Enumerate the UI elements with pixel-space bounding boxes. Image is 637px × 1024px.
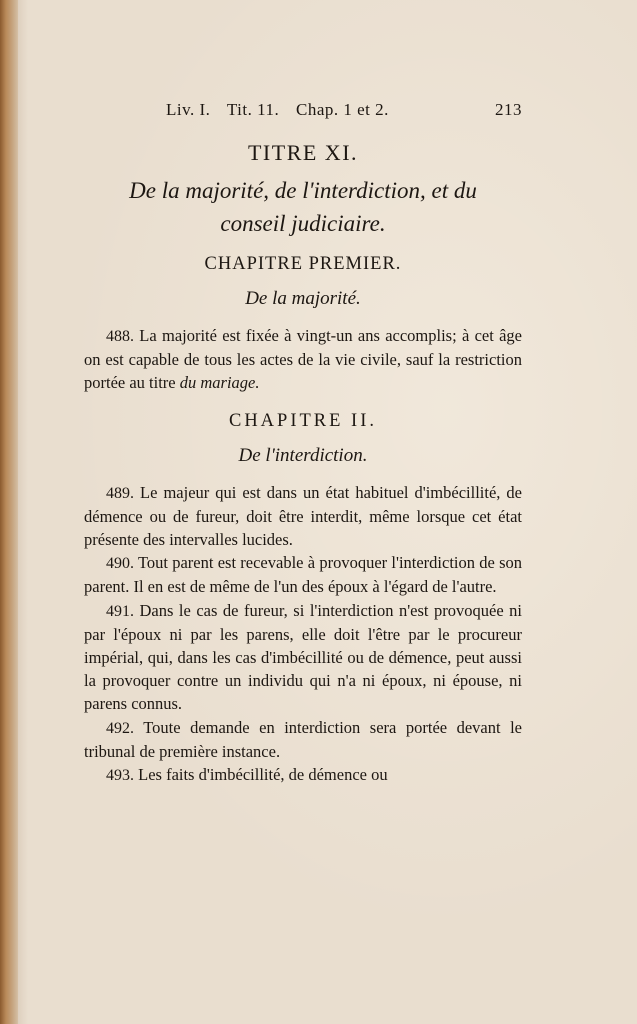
page-spine-shadow <box>0 0 18 1024</box>
running-head-livre: Liv. I. <box>166 100 211 119</box>
article-491 <box>84 599 522 716</box>
running-head <box>166 100 522 120</box>
article-number: 492. <box>106 719 134 737</box>
article-489 <box>84 481 522 552</box>
article-number: 489. <box>106 484 134 502</box>
article-490 <box>84 551 522 598</box>
chapter2-subtitle: De l'interdiction. <box>238 444 368 466</box>
article-number: 488. <box>106 328 134 345</box>
chapter2-heading: CHAPITRE II. <box>228 410 378 431</box>
title-subtitle-line2: conseil judiciaire. <box>220 211 386 236</box>
running-head-sections <box>166 100 401 120</box>
title-label: TITRE XI. <box>247 140 359 165</box>
article-text: Le majeur qui est dans un état habituel d'imbécillité, de démence ou de fureur, doit être interdit, même lorsque cet état présente des intervalles lucides. <box>84 482 523 550</box>
article-text: Tout parent est recevable à provoquer l'interdiction de son parent. Il en est de même de l'un des époux à l'égard de l'autre. <box>84 553 523 597</box>
article-493 <box>84 763 522 787</box>
article-text: Toute demande en interdiction sera portée devant le tribunal de première instance. <box>84 717 523 761</box>
article-text: Dans le cas de fureur, si l'interdiction n'est provoquée ni par l'époux ni par les parens, elle doit l'être par le procureur impérial, qui, dans les cas d'imbécillité ou de démence, peut aussi la provoquer contre un individu qui n'a ni époux, ni épouse, ni parens connus. <box>84 600 522 714</box>
chapter1-heading: CHAPITRE PREMIER. <box>204 254 402 274</box>
article-number: 491. <box>106 602 134 620</box>
article-text: Les faits d'imbécillité, de démence ou <box>138 765 388 785</box>
article-text-italic: du mariage. <box>179 373 260 393</box>
running-head-chapitre: Chap. 1 et 2. <box>295 100 389 119</box>
article-number: 490. <box>106 555 134 573</box>
page-number: 213 <box>495 100 522 119</box>
title-subtitle-line1: De la majorité, de l'interdiction, et du <box>129 178 477 203</box>
article-text: La majorité est fixée à vingt-un ans accomplis; à cet âge on est capable de tous les actes de la vie civile, sauf la restriction portée au titre <box>84 326 522 393</box>
running-head-titre: Tit. 11. <box>226 100 280 119</box>
article-492 <box>84 716 522 763</box>
title-subtitle <box>84 174 522 240</box>
page-content <box>84 100 522 787</box>
article-488 <box>84 324 522 395</box>
article-number: 493. <box>106 767 134 785</box>
chapter1-subtitle: De la majorité. <box>245 288 361 309</box>
